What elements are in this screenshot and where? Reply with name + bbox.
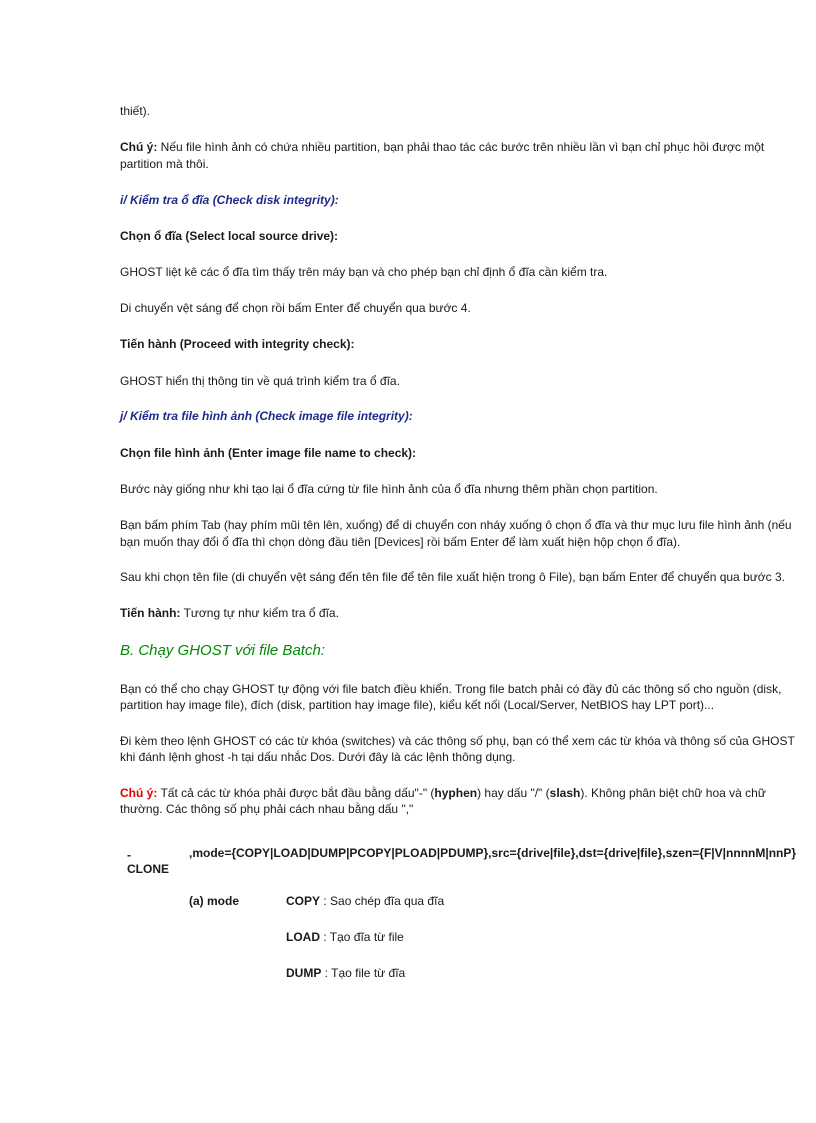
paragraph-proceed2 (120, 606, 339, 621)
clone-command: CLONE (127, 862, 169, 876)
subheading-proceed: Tiến hành (Proceed with integrity check): (120, 337, 355, 351)
note2-label: Chú ý: (120, 786, 158, 800)
note-partition-line1 (120, 140, 764, 155)
proceed2-label: Tiến hành: (120, 606, 181, 620)
clone-dash: - (127, 848, 131, 862)
keyword-slash: slash (549, 786, 581, 800)
mode-key-load: LOAD (286, 930, 320, 944)
paragraph-tab-line1: Bạn bấm phím Tab (hay phím mũi tên lên, xuống) để di chuyển con nháy xuống ô chọn ổ đĩa và thư mục lưu file hình ảnh (nếu (120, 518, 792, 532)
mode-label: (a) mode (189, 894, 240, 908)
heading-check-image: j/ Kiểm tra file hình ảnh (Check image file integrity): (120, 409, 413, 423)
note-switch-line1: Chú ý: Tất cả các từ khóa phải được bắt đầu bằng dấu"-" (hyphen) hay dấu "/" (slash). Không phân biệt chữ hoa và chữ (120, 786, 766, 800)
mode-item: COPY : Sao chép đĩa qua đĩa (286, 894, 445, 908)
note-partition-line2: partition mà thôi. (120, 157, 209, 171)
note-text: Nếu file hình ảnh có chứa nhiều partition, bạn phải thao tác các bước trên nhiều lần vì bạn chỉ phục hồi được một (157, 140, 765, 154)
paragraph-after-choose: Sau khi chọn tên file (di chuyển vệt sáng đến tên file để tên file xuất hiện trong ô File), bạn bấm Enter để chuyển qua bước 3. (120, 570, 785, 584)
paragraph-ghost-list: GHOST liệt kê các ổ đĩa tìm thấy trên máy bạn và cho phép bạn chỉ định ổ đĩa cần kiểm tra. (120, 265, 608, 279)
paragraph-ghost-show: GHOST hiển thị thông tin về quá trình kiểm tra ổ đĩa. (120, 374, 400, 388)
clone-syntax: ,mode={COPY|LOAD|DUMP|PCOPY|PLOAD|PDUMP},src={drive|file},dst={drive|file},szen={F|V|nnnnM|nnP} (189, 846, 797, 860)
paragraph-tab-line2: bạn muốn thay đổi ổ đĩa thì chọn dòng đầu tiên [Devices] rồi bấm Enter để làm xuất hiện hộp chọn ổ đĩa). (120, 535, 681, 549)
keyword-hyphen: hyphen (434, 786, 478, 800)
note-switch-line2: thường. Các thông số phụ phải cách nhau bằng dấu "," (120, 802, 414, 816)
paragraph-move-enter: Di chuyển vệt sáng để chọn rồi bấm Enter để chuyển qua bước 4. (120, 301, 471, 315)
mode-key-dump: DUMP (286, 966, 322, 980)
heading-batch: B. Chạy GHOST với file Batch: (120, 642, 325, 659)
paragraph-thiet: thiết). (120, 104, 151, 118)
mode-item: LOAD : Tạo đĩa từ file (286, 930, 404, 944)
paragraph-step-same: Bước này giống như khi tạo lại ổ đĩa cứng từ file hình ảnh của ổ đĩa nhưng thêm phần chọn partition. (120, 482, 658, 496)
proceed2-text: Tương tự như kiểm tra ổ đĩa. (180, 606, 339, 620)
paragraph-switch-line1: Đi kèm theo lệnh GHOST có các từ khóa (switches) và các thông số phụ, bạn có thể xem các từ khóa và thông số của GHOST (120, 734, 795, 748)
heading-check-disk: i/ Kiểm tra ổ đĩa (Check disk integrity): (120, 193, 339, 207)
mode-key-copy: COPY (286, 894, 321, 908)
paragraph-switch-line2: khi đánh lệnh ghost -h tại dấu nhắc Dos. Dưới đây là các lệnh thông dụng. (120, 750, 516, 764)
subheading-select-file: Chọn file hình ảnh (Enter image file name to check): (120, 446, 417, 460)
paragraph-batch-line1: Bạn có thể cho chạy GHOST tự động với file batch điều khiển. Trong file batch phải có đầy đủ các thông số cho nguồn (disk, (120, 682, 782, 696)
note-label: Chú ý: (120, 140, 158, 154)
subheading-select-drive: Chọn ổ đĩa (Select local source drive): (120, 229, 339, 243)
mode-item: DUMP : Tạo file từ đĩa (286, 966, 406, 980)
paragraph-batch-line2: partition hay image file), đích (disk, partition hay image file), kiểu kết nối (Local/Server, NetBIOS hay LPT port)... (120, 698, 715, 712)
